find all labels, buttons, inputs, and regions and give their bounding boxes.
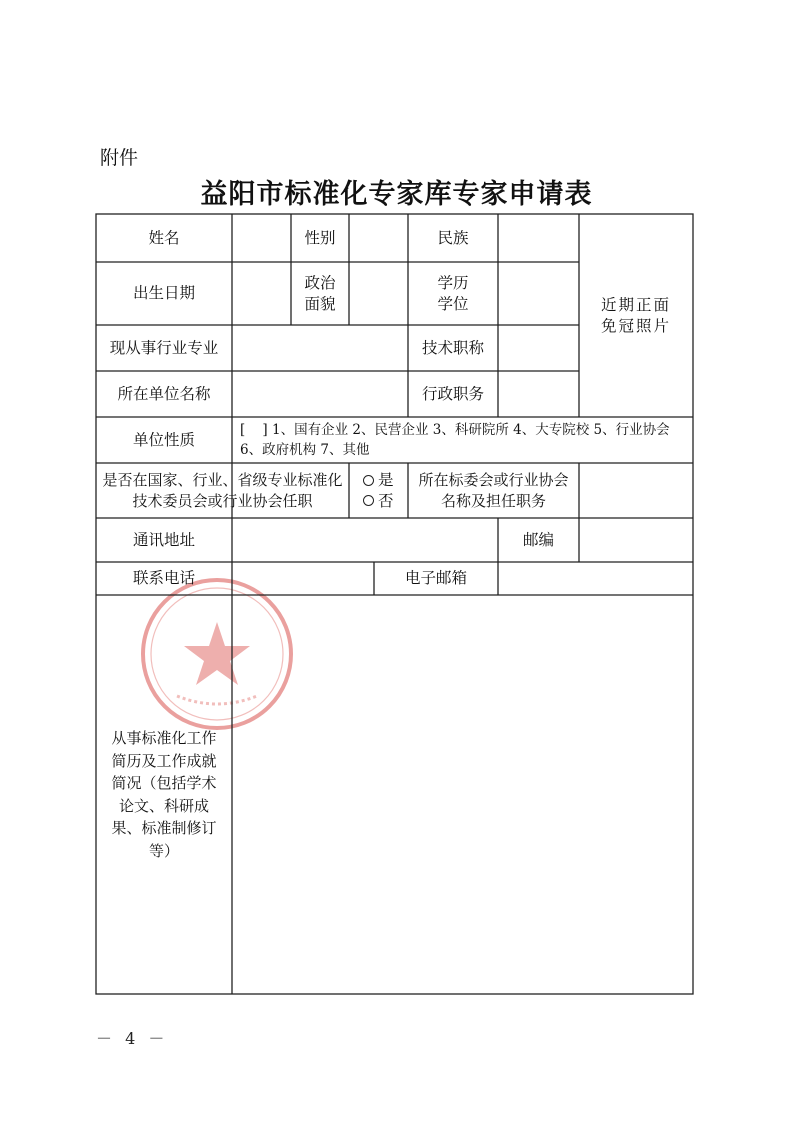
ethnicity-label: 民族 xyxy=(437,228,469,247)
phone-field[interactable] xyxy=(232,562,374,595)
email-label: 电子邮箱 xyxy=(404,569,467,588)
admin-position-label: 行政职务 xyxy=(421,384,484,403)
email-field[interactable] xyxy=(498,562,693,595)
employer-label: 所在单位名称 xyxy=(117,384,211,403)
committee-name-field[interactable] xyxy=(579,463,693,518)
political-status-field[interactable] xyxy=(349,262,408,325)
current-field-input[interactable] xyxy=(232,325,408,371)
ethnicity-field[interactable] xyxy=(498,214,579,262)
committee-question-label: 是否在国家、行业、省级专业标准化技术委员会或行业协会任职 xyxy=(102,471,343,510)
unit-type-options: 1、国有企业 2、民营企业 3、科研院所 4、大专院校 5、行业协会 6、政府机构 7、其他 xyxy=(240,421,670,458)
tech-title-field[interactable] xyxy=(498,325,579,371)
experience-field[interactable] xyxy=(232,595,693,994)
education-label: 学历 学位 xyxy=(437,273,469,313)
yes-label: 是 xyxy=(378,470,394,489)
gender-label: 性别 xyxy=(304,228,336,247)
page-title: 益阳市标准化专家库专家申请表 xyxy=(200,179,593,210)
committee-name-label: 所在标委会或行业协会名称及担任职务 xyxy=(418,471,569,510)
birth-date-field[interactable] xyxy=(232,262,291,325)
postcode-label: 邮编 xyxy=(522,530,554,549)
unit-type-field[interactable] xyxy=(232,417,693,463)
radio-circle-icon[interactable] xyxy=(363,495,374,506)
experience-label: 从事标准化工作简历及工作成就简况（包括学术论文、科研成果、标准制修订等） xyxy=(111,729,217,860)
photo-placeholder[interactable]: 近期正面 免冠照片 xyxy=(600,295,671,335)
phone-label: 联系电话 xyxy=(132,569,195,588)
current-field-label: 现从事行业专业 xyxy=(109,338,219,357)
postcode-field[interactable] xyxy=(579,518,693,562)
political-status-label: 政治 面貌 xyxy=(304,273,336,313)
gender-field[interactable] xyxy=(349,214,408,262)
committee-radio-group[interactable] xyxy=(349,463,408,518)
radio-circle-icon[interactable] xyxy=(363,475,374,486)
unit-type-label: 单位性质 xyxy=(132,430,195,449)
address-label: 通讯地址 xyxy=(132,530,195,549)
admin-position-field[interactable] xyxy=(498,371,579,417)
name-label: 姓名 xyxy=(148,228,180,247)
unit-type-bracket[interactable]: [ ] xyxy=(240,421,268,438)
address-field[interactable] xyxy=(232,518,498,562)
tech-title-label: 技术职称 xyxy=(421,338,484,357)
committee-yes-option[interactable] xyxy=(363,470,394,491)
attachment-label: 附件 xyxy=(100,147,139,169)
no-label: 否 xyxy=(378,491,394,510)
page-number: － 4 － xyxy=(96,1029,169,1048)
birth-date-label: 出生日期 xyxy=(132,284,195,303)
employer-field[interactable] xyxy=(232,371,408,417)
name-field[interactable] xyxy=(232,214,291,262)
education-field[interactable] xyxy=(498,262,579,325)
committee-no-option[interactable] xyxy=(363,491,394,512)
